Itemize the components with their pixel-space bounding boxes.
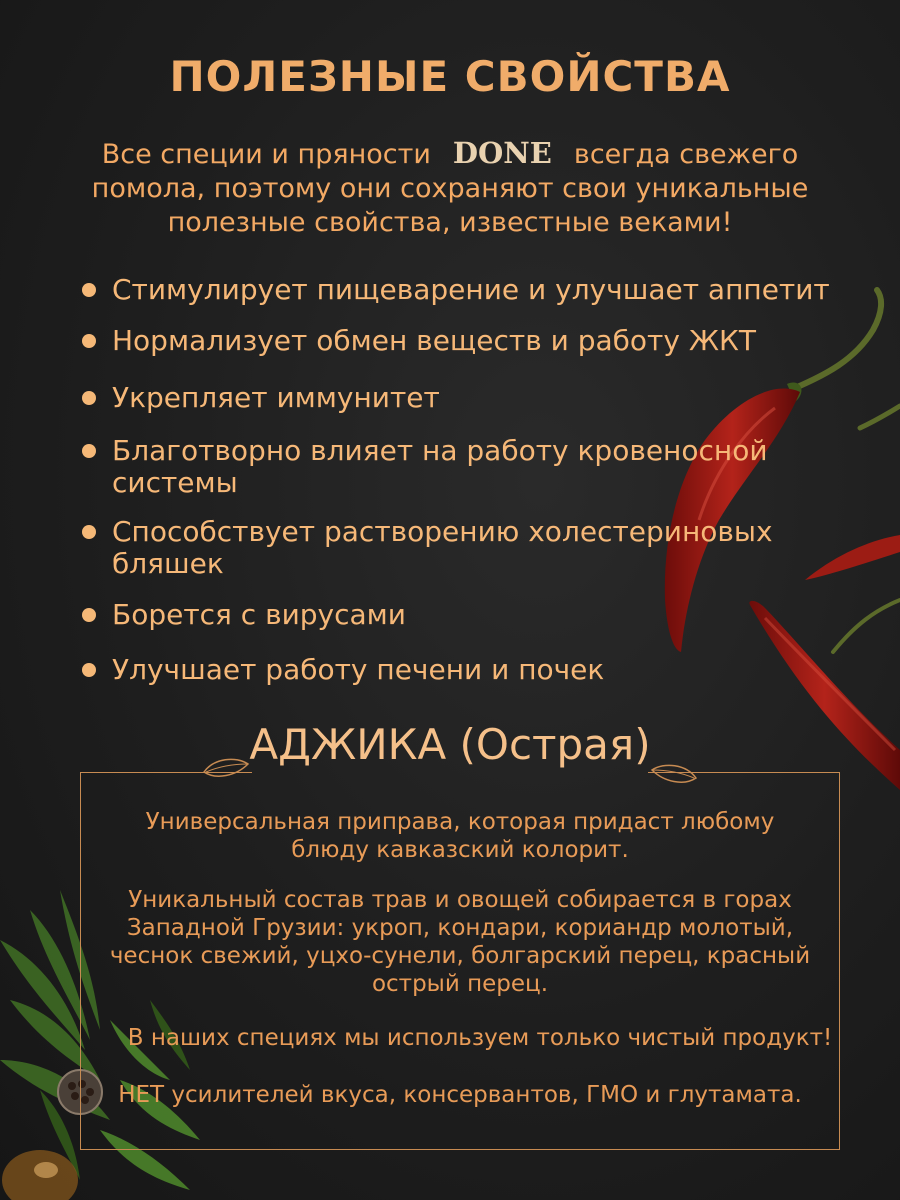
- bullet-icon: [82, 334, 96, 348]
- page-title: ПОЛЕЗНЫЕ СВОЙСТВА: [169, 52, 731, 101]
- product-description-1: [90, 808, 830, 864]
- bullet-icon: [82, 663, 96, 677]
- bullet-icon: [82, 608, 96, 622]
- description-line: Уникальный состав трав и овощей собирается в горах: [128, 887, 792, 913]
- bay-leaf-icon: [202, 754, 250, 782]
- bullet-icon: [82, 444, 96, 458]
- product-description-4: НЕТ усилителей вкуса, консервантов, ГМО и глутамата.: [118, 1082, 802, 1108]
- brand-logo: DONE: [452, 136, 552, 170]
- description-line: острый перец.: [371, 971, 549, 997]
- benefit-text: [112, 435, 842, 499]
- benefit-text: Укрепляет иммунитет: [112, 381, 440, 414]
- description-line: Универсальная приправа, которая придаст любому: [145, 809, 775, 835]
- benefit-text: Нормализует обмен веществ и работу ЖКТ: [112, 324, 756, 357]
- benefit-text: Улучшает работу печени и почек: [112, 653, 605, 686]
- benefit-text: Борется с вирусами: [112, 598, 406, 631]
- description-line: блюду кавказский колорит.: [291, 837, 629, 863]
- bullet-icon: [82, 283, 96, 297]
- description-line: Западной Грузии: укроп, кондари, кориандр молотый,: [126, 915, 794, 941]
- intro-after-brand: всегда свежего: [573, 139, 799, 170]
- benefit-text-line-2: бляшек: [112, 547, 224, 580]
- intro-line-2: помола, поэтому они сохраняют свои уникальные: [91, 173, 809, 204]
- intro-line-1: [60, 136, 840, 172]
- product-title: АДЖИКА (Острая): [249, 720, 651, 769]
- bay-leaf-icon: [650, 758, 698, 788]
- benefit-text: [112, 516, 842, 580]
- intro-text: [60, 136, 840, 240]
- benefit-text: Стимулирует пищеварение и улучшает аппетит: [112, 273, 830, 306]
- intro-before-brand: Все специи и пряности: [101, 139, 431, 170]
- bullet-icon: [82, 525, 96, 539]
- product-description-3: В наших специях мы используем только чистый продукт!: [127, 1025, 833, 1051]
- product-description-2: [90, 886, 830, 998]
- intro-line-3: полезные свойства, известные веками!: [167, 207, 733, 238]
- benefit-text-line-2: системы: [112, 466, 238, 499]
- bullet-icon: [82, 391, 96, 405]
- description-line: чеснок свежий, уцхо-сунели, болгарский перец, красный: [109, 943, 811, 969]
- benefit-text-line-1: Благотворно влияет на работу кровеносной: [112, 434, 768, 467]
- benefit-text-line-1: Способствует растворению холестериновых: [112, 515, 773, 548]
